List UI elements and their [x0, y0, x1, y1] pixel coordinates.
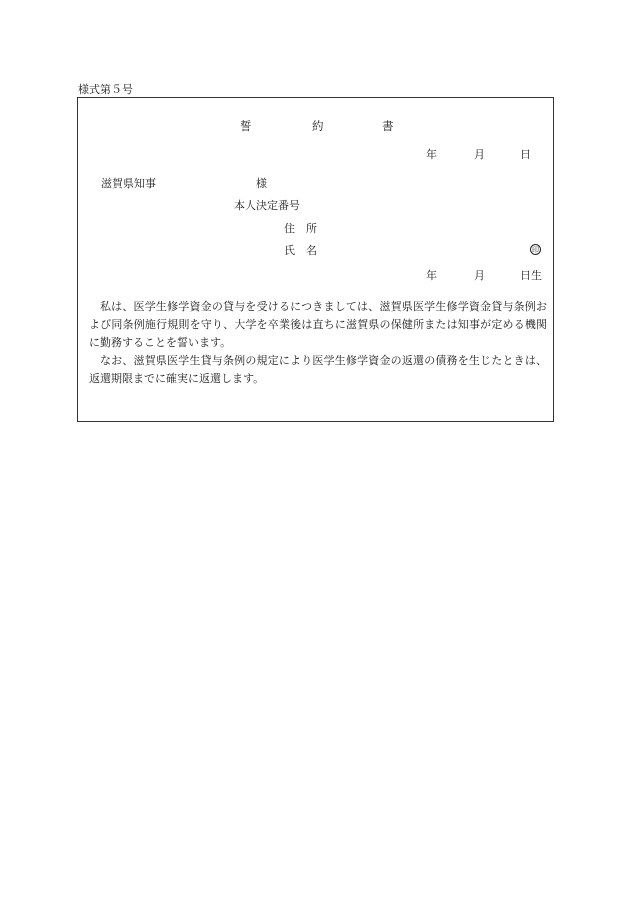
seal-mark: 印 [532, 246, 539, 254]
date-year-label: 年 [426, 148, 437, 161]
birth-year-label: 年 [426, 269, 437, 282]
pledge-body [89, 298, 547, 388]
address-label: 住 所 [284, 222, 317, 235]
addressee-honorific: 様 [256, 177, 267, 190]
title-char-2: 約 [312, 119, 324, 133]
date-month-label: 月 [474, 148, 485, 161]
pledge-paragraph-2: なお、滋賀県医学生貸与条例の規定により医学生修学資金の返還の債務を生じたときは、返還期限までに確実に返還します。 [89, 354, 547, 385]
decision-number-label: 本人決定番号 [234, 199, 300, 212]
date-day-label: 日 [520, 148, 531, 161]
title-char-1: 誓 [240, 119, 252, 133]
name-label: 氏 名 [284, 244, 317, 257]
pledge-paragraph-1: 私は、医学生修学資金の貸与を受けるにつきましては、滋賀県医学生修学資金貸与条例および同条例施行規則を守り、大学を卒業後は直ちに滋賀県の保健所または知事が定める機関に勤務することを誓います。 [89, 300, 547, 349]
addressee-name: 滋賀県知事 [101, 177, 156, 190]
title-char-3: 書 [382, 119, 394, 133]
birth-day-label: 日生 [520, 269, 542, 282]
birth-month-label: 月 [474, 269, 485, 282]
form-number: 様式第５号 [78, 83, 133, 96]
